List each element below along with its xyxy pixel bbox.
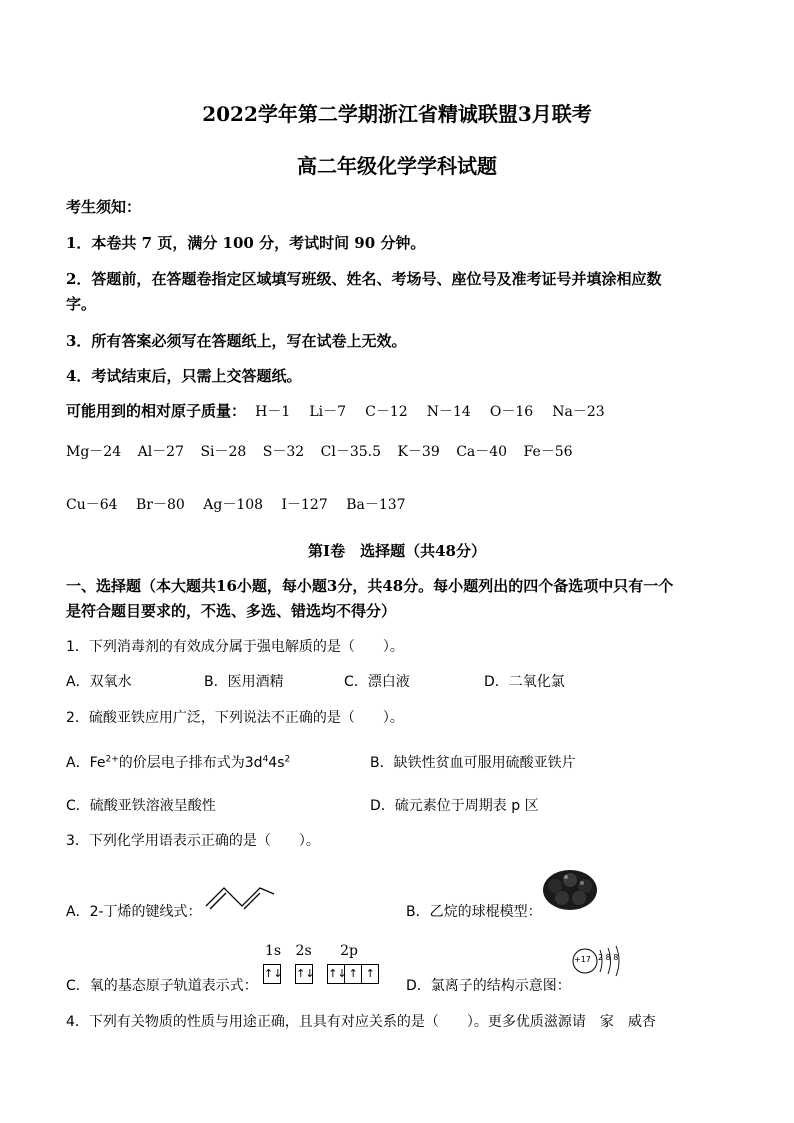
notice-item: 字。 bbox=[66, 295, 97, 313]
charge-superscript: 2+ bbox=[105, 754, 119, 765]
orbital-labels bbox=[265, 943, 358, 959]
question-1-option-b: B．医用酒精 bbox=[204, 674, 284, 690]
page-subtitle: 高二年级化学学科试题 bbox=[297, 154, 497, 178]
question-3-stem: 3．下列化学用语表示正确的是（ ）。 bbox=[66, 833, 320, 849]
atomic-mass: Mg－24 bbox=[66, 444, 122, 460]
atomic-mass: S－32 bbox=[262, 444, 305, 460]
nucleus-charge: +17 bbox=[574, 955, 591, 964]
question-3-option-a: A．2-丁烯的键线式： bbox=[66, 904, 202, 920]
question-1-option-c: C．漂白液 bbox=[344, 674, 410, 690]
orbital-label: 2s bbox=[295, 943, 312, 959]
page-title: 2022学年第二学期浙江省精诚联盟3月联考 bbox=[202, 102, 592, 126]
atomic-mass: K－39 bbox=[397, 444, 440, 460]
question-2-option-d: D．硫元素位于周期表 p 区 bbox=[370, 798, 539, 814]
atomic-mass: O－16 bbox=[489, 404, 534, 420]
question-1-option-a: A．双氧水 bbox=[66, 674, 132, 690]
question-3-option-d: D．氯离子的结构示意图： bbox=[406, 978, 571, 994]
orbital-label: 1s bbox=[265, 943, 282, 959]
notice-item: 2．答题前，在答题卷指定区域填写班级、姓名、考场号、座位号及准考证号并填涂相应数 bbox=[66, 270, 662, 288]
atomic-mass: Na－23 bbox=[552, 404, 605, 420]
question-2-stem: 2．硫酸亚铁应用广泛，下列说法不正确的是（ ）。 bbox=[66, 710, 404, 726]
atomic-mass: Ca－40 bbox=[456, 444, 508, 460]
atomic-mass-label: 可能用到的相对原子质量： bbox=[66, 402, 247, 420]
atomic-mass-row-3 bbox=[66, 494, 406, 514]
atomic-mass: Fe－56 bbox=[523, 444, 573, 460]
section-title: 第Ⅰ卷 选择题（共48分） bbox=[308, 542, 486, 560]
question-2-option-a bbox=[66, 752, 290, 772]
electron-count-superscript: 2 bbox=[284, 754, 291, 765]
question-2-option-b: B．缺铁性贫血可服用硫酸亚铁片 bbox=[370, 755, 576, 771]
orbital-box: ↑ bbox=[344, 964, 362, 984]
option-a-orbital: 4s bbox=[268, 755, 285, 771]
atomic-mass: I－127 bbox=[281, 497, 328, 513]
question-3-option-c: C．氧的基态原子轨道表示式： bbox=[66, 978, 258, 994]
question-2-option-c: C．硫酸亚铁溶液呈酸性 bbox=[66, 798, 216, 814]
atomic-mass-row-2 bbox=[66, 441, 573, 461]
question-4-stem: 4．下列有关物质的性质与用途正确，且具有对应关系的是（ ）。更多优质滋源请 家 威杏 bbox=[66, 1014, 656, 1030]
atomic-mass: C－12 bbox=[365, 404, 408, 420]
atomic-mass: Cu－64 bbox=[66, 497, 118, 513]
option-a-prefix: A．Fe bbox=[66, 755, 106, 771]
atomic-mass: Br－80 bbox=[136, 497, 185, 513]
atomic-mass: N－14 bbox=[426, 404, 471, 420]
atomic-mass: Al－27 bbox=[137, 444, 184, 460]
atomic-mass: Si－28 bbox=[200, 444, 247, 460]
orbital-box: ↑↓ bbox=[327, 964, 345, 984]
atomic-mass-row-1 bbox=[66, 400, 605, 421]
question-1-stem: 1．下列消毒剂的有效成分属于强电解质的是（ ）。 bbox=[66, 639, 404, 655]
atomic-mass: Ag－108 bbox=[203, 497, 264, 513]
notice-item: 4．考试结束后，只需上交答题纸。 bbox=[66, 367, 302, 385]
section-instructions: 是符合题目要求的，不选、多选、错选均不得分） bbox=[66, 602, 397, 620]
orbital-label: 2p bbox=[340, 943, 358, 959]
question-3-option-b: B．乙烷的球棍模型： bbox=[406, 904, 542, 920]
orbital-box: ↑↓ bbox=[295, 964, 313, 984]
notice-item: 1．本卷共 7 页，满分 100 分，考试时间 90 分钟。 bbox=[66, 234, 426, 252]
orbital-box: ↑↓ bbox=[263, 964, 281, 984]
atomic-mass: Cl－35.5 bbox=[320, 444, 382, 460]
atomic-mass: H－1 bbox=[255, 404, 291, 420]
electron-shells: 2 8 8 bbox=[598, 953, 619, 962]
option-a-text: 的价层电子排布式为3d bbox=[118, 755, 263, 771]
ball-and-stick-model-icon bbox=[542, 868, 598, 912]
atomic-mass: Ba－137 bbox=[346, 497, 406, 513]
butene-skeletal-formula bbox=[202, 880, 276, 914]
orbital-diagram bbox=[263, 962, 378, 984]
orbital-box: ↑ bbox=[361, 964, 379, 984]
question-1-option-d: D．二氧化氯 bbox=[484, 674, 565, 690]
notice-heading: 考生须知： bbox=[66, 198, 142, 216]
electron-count-superscript: 4 bbox=[262, 754, 269, 765]
section-instructions: 一、选择题（本大题共16小题，每小题3分，共48分。每小题列出的四个备选项中只有一个 bbox=[66, 577, 674, 595]
atomic-mass: Li－7 bbox=[309, 404, 347, 420]
notice-item: 3．所有答案必须写在答题纸上，写在试卷上无效。 bbox=[66, 332, 407, 350]
